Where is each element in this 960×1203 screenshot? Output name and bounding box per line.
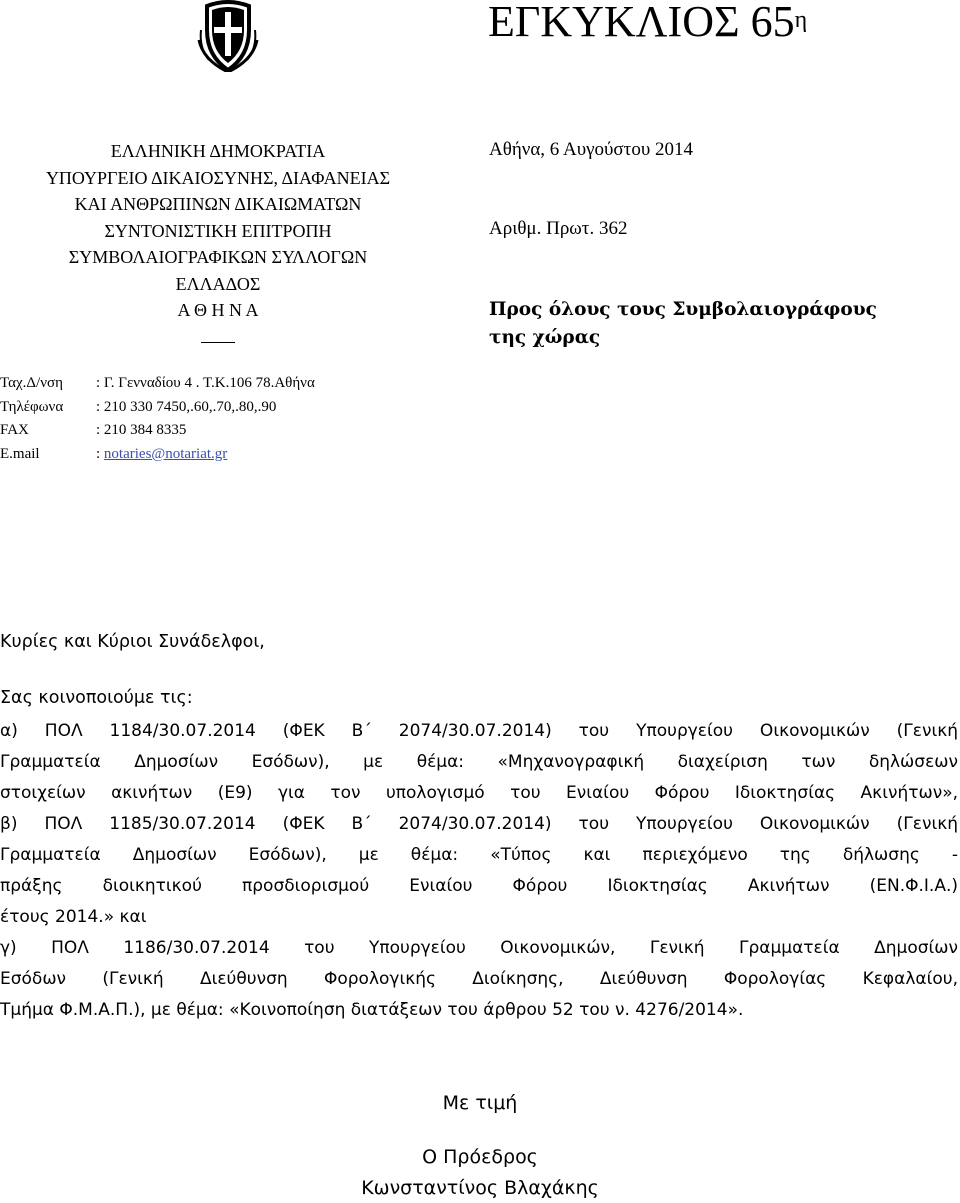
contact-value: [96, 443, 227, 467]
issuer-line: ΕΛΛΑΔΟΣ: [175, 273, 261, 294]
contact-label: FAX: [0, 422, 29, 438]
body-line: Γραμματεία Δημοσίων Εσόδων), με θέμα: «Μηχανογραφική διαχείριση των δηλώσεων: [0, 752, 958, 772]
body-line: γ) ΠΟΛ 1186/30.07.2014 του Υπουργείου Οικονομικών, Γενική Γραμματεία Δημοσίων: [0, 938, 958, 958]
date-line: Αθήνα, 6 Αυγούστου 2014: [489, 139, 693, 160]
salutation: Κυρίες και Κύριοι Συνάδελφοι,: [0, 632, 265, 652]
body-line: στοιχείων ακινήτων (Ε9) για τον υπολογισμό του Ενιαίου Φόρου Ιδιοκτησίας Ακινήτων»,: [0, 783, 958, 803]
body-line: α) ΠΟΛ 1184/30.07.2014 (ΦΕΚ Β΄ 2074/30.07.2014) του Υπουργείου Οικονομικών (Γενική: [0, 721, 958, 741]
issuer-line: ΥΠΟΥΡΓΕΙΟ ΔΙΚΑΙΟΣΥΝΗΣ, ΔΙΑΦΑΝΕΙΑΣ: [45, 167, 391, 188]
contact-label: Τηλέφωνα: [0, 398, 64, 415]
issuer-block: [40, 138, 396, 350]
issuer-divider: [201, 328, 235, 343]
contact-value: : 210 330 7450,.60,.70,.80,.90: [96, 398, 277, 415]
closing-text: Με τιμή: [442, 1092, 518, 1114]
issuer-line: Α Θ Η Ν Α: [177, 300, 259, 320]
body-paragraph: [0, 716, 958, 1026]
signer-title: Ο Πρόεδρος: [422, 1146, 538, 1168]
issuer-line: ΣΥΝΤΟΝΙΣΤΙΚΗ ΕΠΙΤΡΟΠΗ: [104, 220, 332, 241]
intro-line: Σας κοινοποιούμε τις:: [0, 688, 193, 708]
contact-value: : Γ. Γενναδίου 4 . Τ.Κ.106 78.Αθήνα: [96, 375, 315, 391]
body-line: Εσόδων (Γενική Διεύθυνση Φορολογικής Διοίκησης, Διεύθυνση Φορολογίας Κεφαλαίου,: [0, 969, 958, 989]
greek-coat-of-arms-emblem: [197, 0, 259, 72]
signer-name: Κωνσταντίνος Βλαχάκης: [361, 1177, 599, 1199]
recipient-line: Προς όλους τους Συμβολαιογράφους: [489, 299, 877, 320]
contact-label: Ταχ.Δ/νση: [0, 375, 63, 391]
email-link[interactable]: notaries@notariat.gr: [103, 445, 228, 462]
body-line: πράξης διοικητικού προσδιορισμού Ενιαίου Φόρου Ιδιοκτησίας Ακινήτων (ΕΝ.Φ.Ι.Α.): [0, 876, 958, 896]
issuer-line: ΣΥΜΒΟΛΑΙΟΓΡΑΦΙΚΩΝ ΣΥΛΛΟΓΩΝ: [68, 247, 368, 267]
recipient-block: [489, 296, 877, 352]
contact-label: E.mail: [0, 445, 40, 462]
recipient-line: της χώρας: [489, 327, 601, 348]
issuer-line: ΚΑΙ ΑΝΘΡΩΠΙΝΩΝ ΔΙΚΑΙΩΜΑΤΩΝ: [74, 194, 362, 214]
circular-title-superscript: η: [794, 7, 808, 33]
email-prefix: :: [96, 445, 104, 462]
issuer-line: ΕΛΛΗΝΙΚΗ ΔΗΜΟΚΡΑΤΙΑ: [110, 141, 326, 161]
body-line: β) ΠΟΛ 1185/30.07.2014 (ΦΕΚ Β΄ 2074/30.07.2014) του Υπουργείου Οικονομικών (Γενική: [0, 814, 958, 834]
protocol-number: Αριθμ. Πρωτ. 362: [489, 218, 628, 239]
circular-title: [488, 0, 807, 44]
contact-value: : 210 384 8335: [96, 422, 187, 438]
circular-title-text: ΕΓΚΥΚΛΙΟΣ 65: [488, 0, 795, 46]
body-line: Γραμματεία Δημοσίων Εσόδων), με θέμα: «Τύπος και περιεχόμενο της δήλωσης -: [0, 845, 958, 865]
body-line: έτους 2014.» και: [0, 907, 147, 927]
body-line: Τμήμα Φ.Μ.Α.Π.), με θέμα: «Κοινοποίηση διατάξεων του άρθρου 52 του ν. 4276/2014».: [0, 1000, 744, 1020]
